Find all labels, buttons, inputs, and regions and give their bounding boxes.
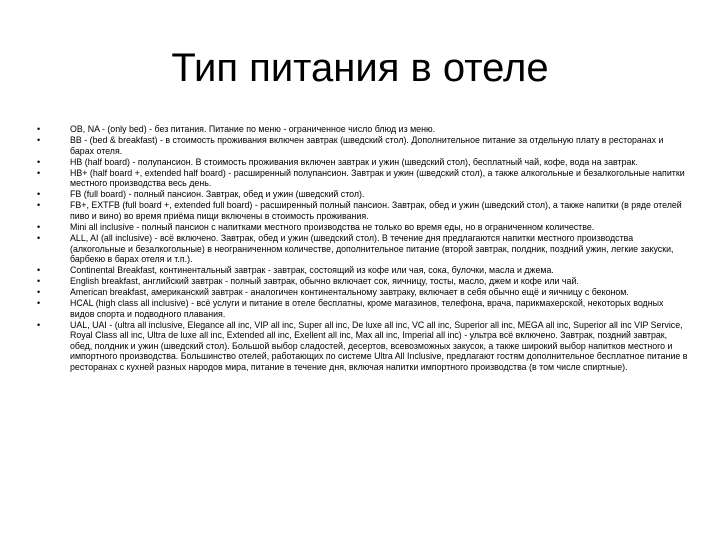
list-item bbox=[36, 298, 688, 319]
bullet-icon: • bbox=[37, 167, 41, 178]
bullet-icon: • bbox=[37, 189, 41, 200]
list-item-text: HB+ (half board +, extended half board) - расширенный полупансион. Завтрак и ужин (шведский стол), а также алкогольные и безалкогольные напитки местного производства весь день. bbox=[70, 167, 685, 189]
list-item-text: FB (full board) - полный пансион. Завтрак, обед и ужин (шведский стол). bbox=[70, 189, 365, 200]
list-item-text: Mini all inclusive - полный пансион с напитками местного производства не только во время еды, но в ограниченном количестве. bbox=[70, 221, 595, 232]
list-item bbox=[36, 265, 688, 276]
list-item-text: Continental Breakfast, континентальный завтрак - завтрак, состоящий из кофе или чая, сока, булочки, масла и джема. bbox=[70, 265, 554, 276]
list-item bbox=[36, 287, 688, 298]
list-item bbox=[36, 189, 688, 200]
list-item bbox=[36, 135, 688, 156]
list-item-text: BB - (bed & breakfast) - в стоимость проживания включен завтрак (шведский стол). Дополнительное питание за отдельную плату в ресторанах и барах отеля. bbox=[70, 135, 664, 156]
bullet-icon: • bbox=[37, 319, 41, 330]
list-item-text: English breakfast, английский завтрак - полный завтрак, обычно включает сок, яичницу, тосты, масло, джем и кофе или чай. bbox=[70, 276, 579, 287]
list-item-text: HB (half board) - полупансион. В стоимость проживания включен завтрак и ужин (шведский стол), бесплатный чай, кофе, вода на завтрак. bbox=[70, 156, 638, 167]
slide-title: Тип питания в отеле bbox=[171, 46, 549, 90]
list-item bbox=[36, 124, 688, 135]
list-item bbox=[36, 200, 688, 221]
bullet-icon: • bbox=[37, 298, 41, 309]
bullet-icon: • bbox=[37, 287, 41, 298]
list-item-text: ALL, AI (all inclusive) - всё включено. Завтрак, обед и ужин (шведский стол). В течение дня предлагаются напитки местного производства (алкогольные и безалкогольные) в неограниченном количестве, дополнительное питание (второй завтрак, полдник, поздний ужин, легкие закуски, барбекю в барах отеля и т.п.). bbox=[70, 232, 674, 265]
bullet-icon: • bbox=[37, 232, 41, 243]
list-item-text: HCAL (high class all inclusive) - всё услуги и питание в отеле бесплатны, кроме магазинов, телефона, врача, парикмахерской, некоторых водных видов спорта и подводного плавания. bbox=[70, 298, 664, 319]
bullet-icon: • bbox=[37, 156, 41, 167]
list-item-text: FB+, EXTFB (full board +, extended full board) - расширенный полный пансион. Завтрак, обед и ужин (шведский стол), а также напитки (в ряде отелей пиво и вино) во время приёма пищи включены в стоимость проживания. bbox=[70, 200, 682, 221]
bullet-icon: • bbox=[37, 265, 41, 276]
list-item-text: OB, NA - (only bed) - без питания. Питание по меню - ограниченное число блюд из меню. bbox=[70, 124, 436, 134]
list-item bbox=[36, 276, 688, 287]
bullet-icon: • bbox=[37, 221, 41, 232]
bullet-icon: • bbox=[37, 200, 41, 211]
list-item-text: UAL, UAI - (ultra all inclusive, Elegance all inc, VIP all inc, Super all inc, De luxe all inc, VC all inc, Superior all inc, MEGA all inc, Superior all inc VIP Service, Royal Class all inc, Ultra de luxe all inc, Extended all inc, Exellent all inc, Max all inc, Imperial all inc) - ультра всё включено. Завтрак, поздний завтрак, обед, полдник и ужин (шведский стол). Большой выбор сладостей, десертов, всевозможных закусок, а также широкий выбор напитков местного и импортного производства. Большинство отелей, работающих по системе Ultra All Inclusive, предлагают гостям дополнительное бесплатное питание в ресторанах с кухней разных народов мира, питание в течение дня, включая напитки импортного производства (в том числе спиртные). bbox=[70, 319, 688, 373]
list-item bbox=[36, 168, 688, 189]
list-item-text: American breakfast, американский завтрак - аналогичен континентальному завтраку, включает в себя обычно ещё и яичницу с беконом. bbox=[70, 287, 629, 298]
bullet-list bbox=[36, 124, 688, 373]
list-item bbox=[36, 320, 688, 373]
list-item bbox=[36, 233, 688, 265]
bullet-icon: • bbox=[37, 135, 41, 146]
list-item bbox=[36, 222, 688, 233]
list-item bbox=[36, 157, 688, 168]
bullet-icon: • bbox=[37, 124, 41, 134]
bullet-icon: • bbox=[37, 276, 41, 287]
